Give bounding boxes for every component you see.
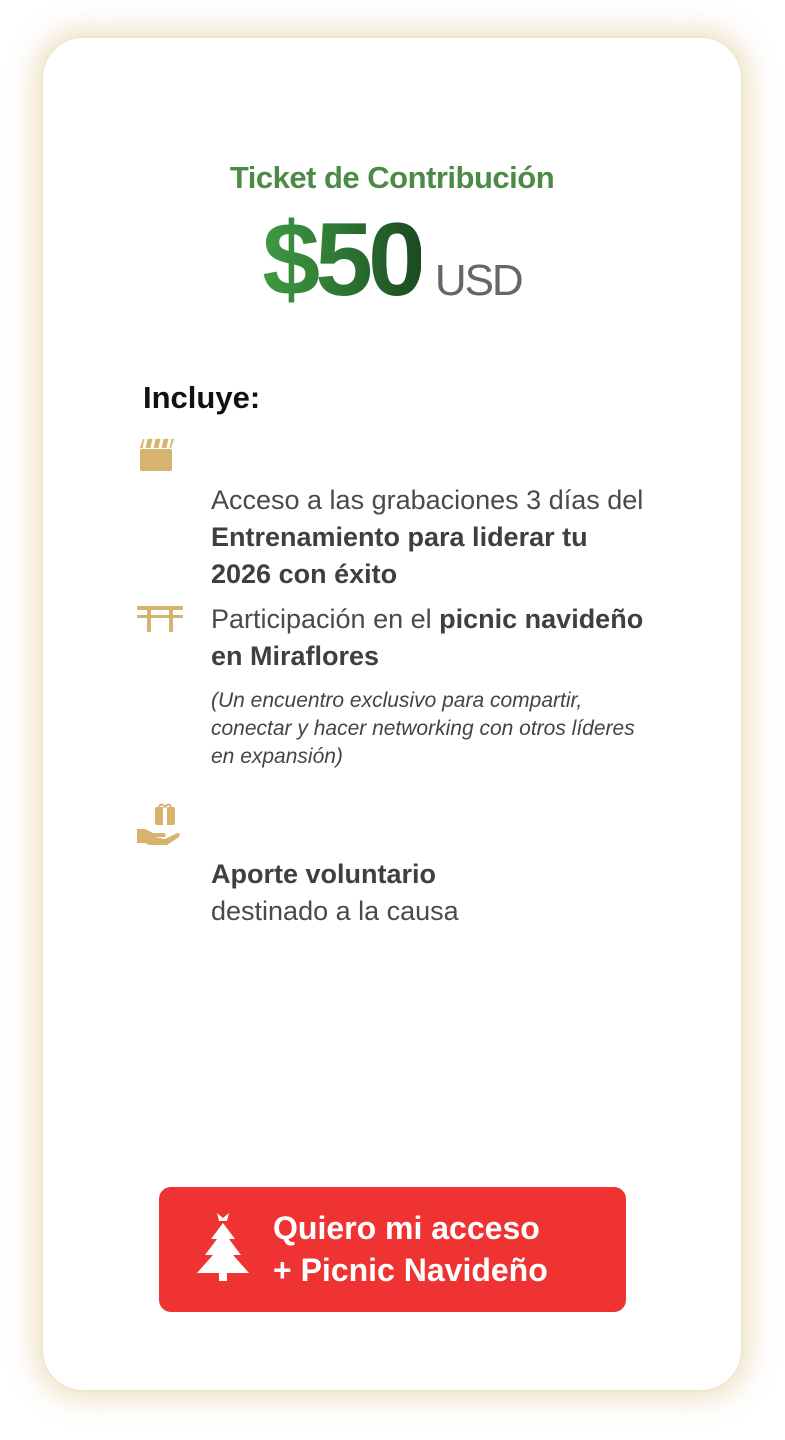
christmas-tree-icon xyxy=(195,1211,251,1286)
price-currency: USD xyxy=(434,256,522,305)
benefit-text-regular: Participación en el xyxy=(211,604,440,634)
benefit-text-regular: Acceso a las grabaciones 3 días del xyxy=(211,485,644,515)
clapperboard-icon xyxy=(135,436,175,477)
benefit-text-regular: destinado a la causa xyxy=(211,896,459,926)
hand-gift-icon xyxy=(135,803,181,854)
ticket-title: Ticket de Contribución xyxy=(229,160,555,195)
cta-label-line1: Quiero mi acceso xyxy=(273,1210,540,1246)
benefit-text-bold: Entrenamiento para liderar tu 2026 con éxito xyxy=(211,522,588,589)
cta-button[interactable] xyxy=(159,1187,626,1312)
cta-label xyxy=(273,1207,548,1291)
benefit-text-picnic xyxy=(211,601,651,675)
benefit-text-bold: Aporte voluntario xyxy=(211,859,437,889)
price-row xyxy=(43,202,741,318)
cta-label-line2: + Picnic Navideño xyxy=(273,1252,548,1288)
price-amount: $50 xyxy=(262,202,421,318)
picnic-table-icon xyxy=(135,604,185,639)
includes-heading: Incluye: xyxy=(143,380,261,415)
benefit-text-contribution xyxy=(211,856,651,930)
benefit-text-bold: picnic navideño en Miraflores xyxy=(211,604,644,671)
ticket-card xyxy=(43,38,741,1390)
benefit-note-picnic: (Un encuentro exclusivo para compartir, conectar y hacer networking con otros líderes en expansión) xyxy=(211,689,635,768)
benefit-text-recordings xyxy=(211,482,651,593)
